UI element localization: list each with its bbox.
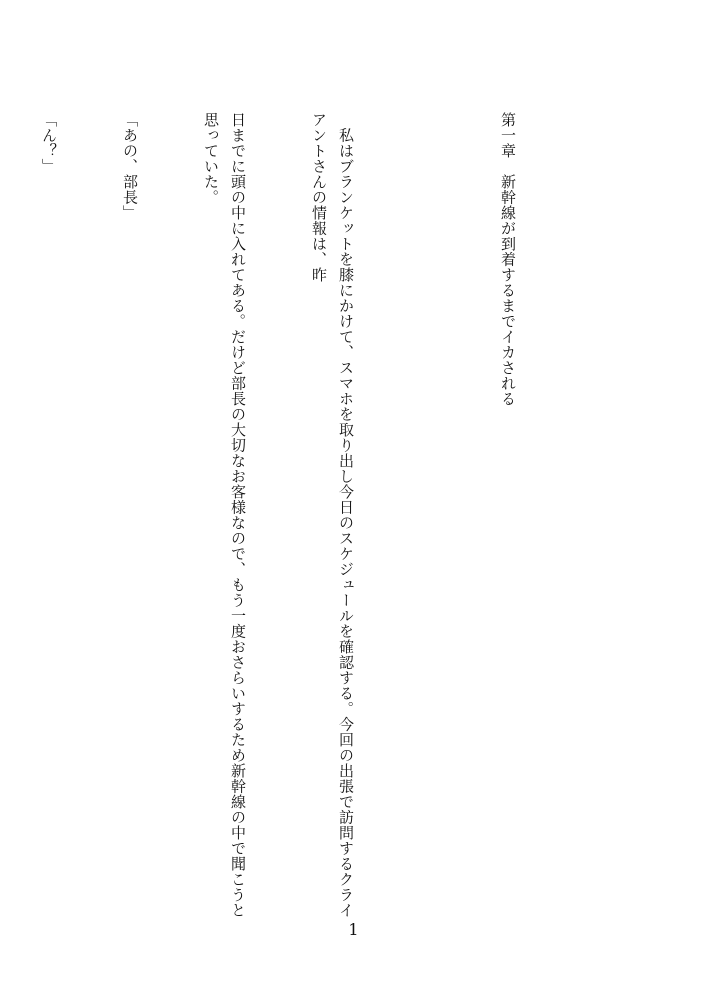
dialogue-line: 「ん？」 [40,112,58,174]
paragraph-line: 私はブランケットを膝にかけて、スマホを取り出し今日のスケジュールを確認する。今回の出張で訪問するクライアントさんの情報は、昨 [310,112,355,918]
dialogue-line: 「あの、部長」 [121,112,139,221]
chapter-title: 第一章 新幹線が到着するまでイカされる [499,112,517,407]
paragraph-line: 日までに頭の中に入れてある。だけど部長の大切なお客様なので、もう一度おさらいするため新幹線の中で聞こうと思っていた。 [202,112,247,918]
page-number: 1 [348,920,359,939]
vertical-body-text [0,112,575,932]
blank-line [413,112,440,932]
